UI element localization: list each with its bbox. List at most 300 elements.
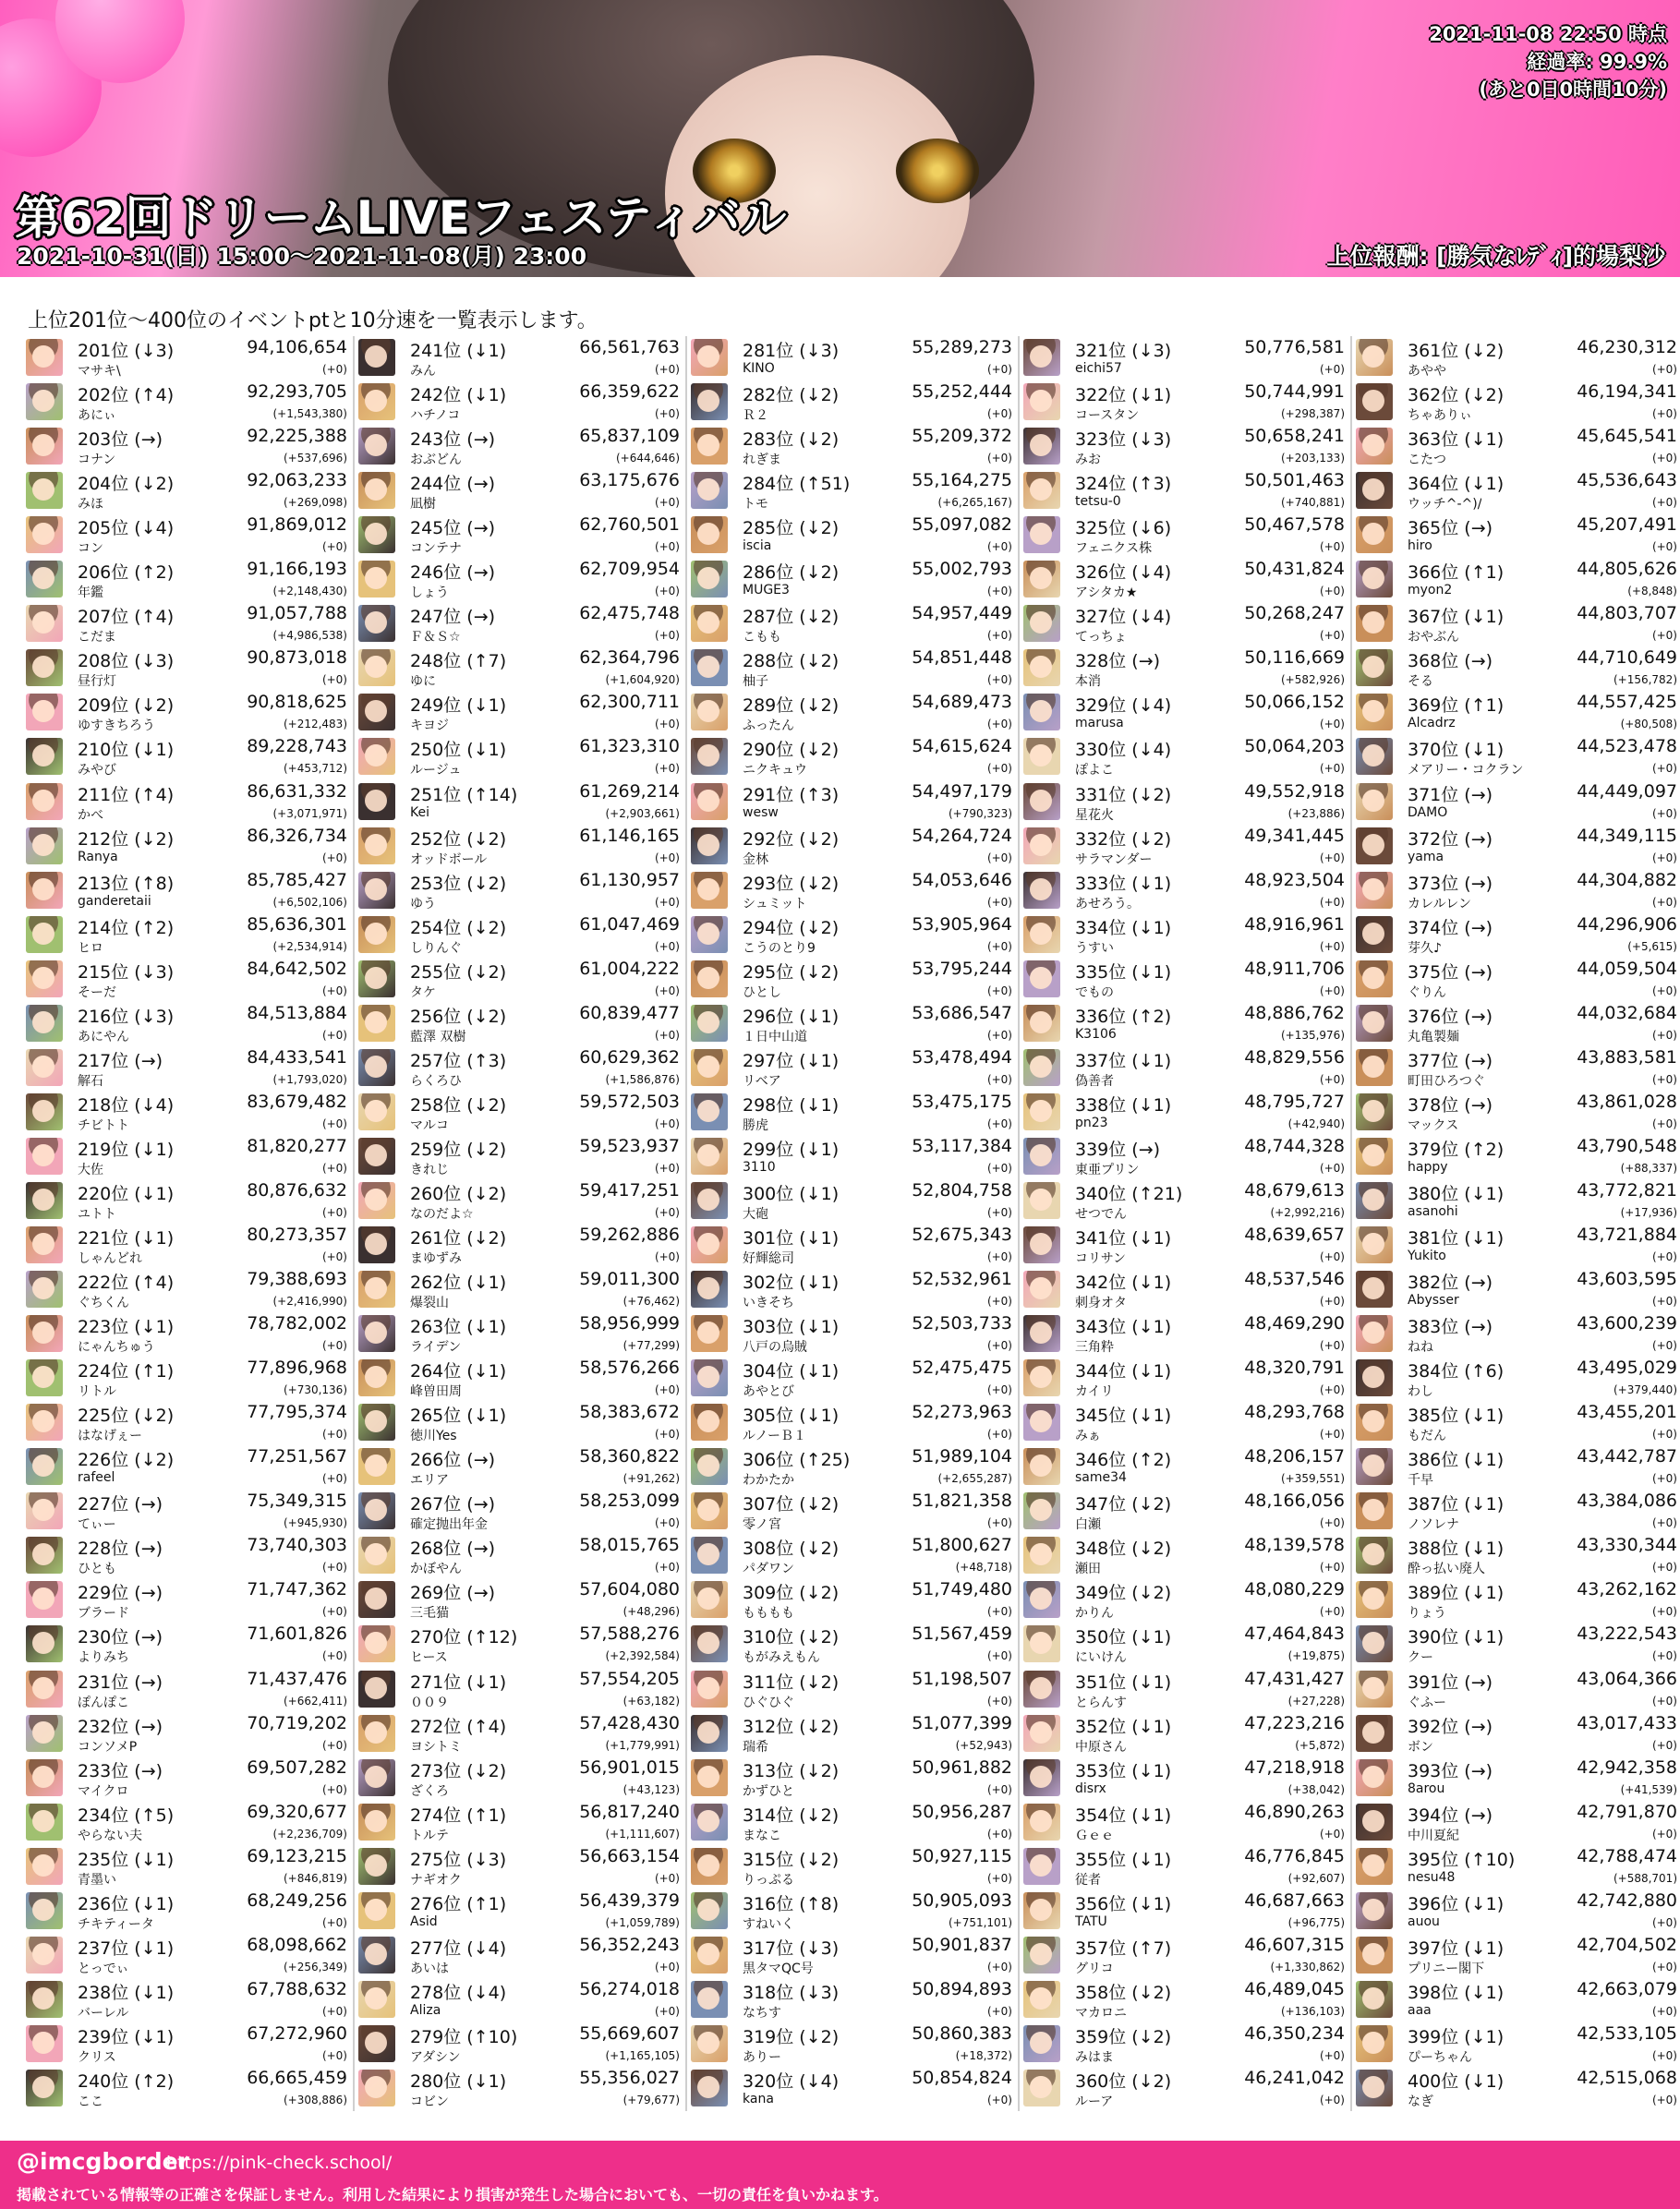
rank-label: 313位 (↓2) [743, 1760, 840, 1781]
ranking-row [358, 913, 683, 958]
player-name: asanohi [1408, 1203, 1458, 1219]
ten-minute-speed: (+0) [654, 1250, 680, 1263]
idol-avatar [26, 1359, 63, 1396]
ranking-column [1356, 336, 1680, 2111]
event-points: 43,455,201 [1577, 1402, 1677, 1423]
rank-label: 296位 (↓1) [743, 1006, 840, 1027]
idol-avatar [691, 872, 728, 909]
event-points: 50,854,824 [912, 2067, 1012, 2088]
ten-minute-speed: (+0) [1651, 851, 1677, 864]
player-name: エリア [410, 1473, 449, 1489]
rank-label: 374位 (→) [1408, 917, 1493, 938]
player-name: Ｆ＆Ｓ☆ [410, 630, 461, 646]
player-name: フェニクス株 [1075, 541, 1153, 557]
ten-minute-speed: (+1,586,876) [605, 1072, 680, 1086]
ranking-row [691, 1623, 1016, 1667]
rank-label: 230位 (→) [78, 1627, 163, 1648]
idol-avatar [1356, 1404, 1393, 1441]
ranking-row [26, 913, 351, 958]
ten-minute-speed: (+2,992,216) [1270, 1205, 1345, 1219]
player-name: iscia [743, 538, 772, 554]
ranking-row [1356, 1312, 1680, 1357]
event-points: 52,804,758 [912, 1179, 1012, 1201]
event-points: 77,896,968 [247, 1358, 347, 1379]
event-points: 94,106,654 [247, 337, 347, 357]
player-name: チビトト [78, 1117, 129, 1133]
event-points: 55,289,273 [912, 337, 1012, 357]
idol-avatar [358, 1804, 395, 1841]
ranking-row [691, 1978, 1016, 2022]
idol-avatar [358, 339, 395, 376]
event-points: 43,600,239 [1577, 1313, 1677, 1334]
ten-minute-speed: (+0) [1319, 2048, 1345, 2062]
ten-minute-speed: (+0) [986, 1516, 1012, 1530]
event-points: 47,223,216 [1244, 1712, 1345, 1733]
event-points: 42,533,105 [1577, 2022, 1677, 2044]
player-name: そる [1408, 674, 1433, 690]
player-name: マサキ\ [78, 364, 121, 379]
ranking-row [1356, 1445, 1680, 1490]
ten-minute-speed: (+730,136) [283, 1383, 347, 1397]
ranking-row [1356, 513, 1680, 558]
player-name: Yukito [1408, 1249, 1446, 1263]
player-name: キヨジ [410, 718, 449, 734]
ranking-row [691, 1224, 1016, 1268]
idol-avatar [26, 1492, 63, 1529]
idol-avatar [358, 1093, 395, 1130]
top-reward: 上位報酬: [勝気なﾚﾃﾞｨ]的場梨沙 [1326, 243, 1665, 270]
page-title: 第62回ドリームLIVEフェスティバル [15, 191, 787, 245]
rank-label: 210位 (↓1) [78, 740, 175, 761]
idol-avatar [26, 738, 63, 775]
ten-minute-speed: (+0) [1651, 1295, 1677, 1309]
player-name: ひとし [743, 984, 781, 1000]
rank-label: 364位 (↓1) [1408, 474, 1505, 495]
rank-label: 381位 (↓1) [1408, 1228, 1505, 1249]
ten-minute-speed: (+0) [1319, 1295, 1345, 1309]
ten-minute-speed: (+88,337) [1620, 1161, 1677, 1175]
idol-avatar [1356, 1537, 1393, 1574]
player-name: 8arou [1408, 1780, 1445, 1796]
rank-label: 387位 (↓1) [1408, 1494, 1505, 1515]
twitter-handle[interactable]: @imcgborder [17, 2148, 189, 2175]
rank-label: 339位 (→) [1075, 1139, 1161, 1160]
player-name: hiro [1408, 538, 1432, 554]
idol-avatar [358, 872, 395, 909]
event-points: 50,066,152 [1244, 692, 1345, 713]
player-name: あにやん [78, 1029, 129, 1044]
idol-avatar [1356, 1315, 1393, 1352]
idol-avatar [26, 1271, 63, 1308]
rank-label: 201位 (↓3) [78, 341, 175, 361]
rank-label: 376位 (→) [1408, 1006, 1493, 1027]
idol-avatar [358, 1625, 395, 1662]
event-points: 66,665,459 [247, 2067, 347, 2088]
idol-avatar [1356, 428, 1393, 465]
player-name: 好輝総司 [743, 1251, 794, 1266]
rank-label: 370位 (↓1) [1408, 740, 1505, 761]
idol-avatar [1023, 1404, 1060, 1441]
ten-minute-speed: (+5,872) [1295, 1738, 1345, 1752]
idol-avatar [1356, 1625, 1393, 1662]
ten-minute-speed: (+0) [1651, 2004, 1677, 2018]
player-name: 3110 [743, 1159, 776, 1175]
ten-minute-speed: (+0) [654, 496, 680, 510]
event-points: 56,274,018 [579, 1978, 680, 1999]
player-name: みはま [1075, 2049, 1114, 2065]
player-name: トモ [743, 497, 768, 513]
ten-minute-speed: (+0) [1651, 629, 1677, 643]
ranking-row [1023, 1357, 1348, 1401]
event-points: 50,956,287 [912, 1801, 1012, 1822]
ranking-row [1356, 646, 1680, 691]
event-points: 55,164,275 [912, 470, 1012, 491]
idol-avatar [26, 1892, 63, 1929]
event-points: 53,905,964 [912, 913, 1012, 935]
player-name: ボン [1408, 1739, 1433, 1755]
event-points: 54,053,646 [912, 869, 1012, 890]
event-points: 53,475,175 [912, 1091, 1012, 1112]
player-name: 偽善者 [1075, 1073, 1114, 1089]
rank-label: 348位 (↓2) [1075, 1539, 1172, 1560]
event-points: 91,869,012 [247, 514, 347, 536]
idol-avatar [1356, 1093, 1393, 1130]
rank-label: 326位 (↓4) [1075, 562, 1172, 584]
ranking-row [358, 2022, 683, 2067]
ranking-row [691, 1445, 1016, 1490]
event-points: 43,064,366 [1577, 1668, 1677, 1689]
ranking-row [1023, 425, 1348, 469]
event-points: 43,790,548 [1577, 1135, 1677, 1156]
ranking-row [691, 1002, 1016, 1046]
ten-minute-speed: (+0) [986, 585, 1012, 598]
ranking-row [1023, 1224, 1348, 1268]
rank-label: 264位 (↓1) [410, 1361, 507, 1382]
ranking-row [1356, 1490, 1680, 1534]
ranking-row [1023, 2067, 1348, 2111]
ranking-row [26, 1135, 351, 1179]
ten-minute-speed: (+0) [986, 984, 1012, 997]
rank-label: 335位 (↓1) [1075, 961, 1172, 983]
idol-avatar [358, 827, 395, 864]
ten-minute-speed: (+740,881) [1280, 496, 1345, 510]
ten-minute-speed: (+269,098) [283, 496, 347, 510]
site-link[interactable]: https://pink-check.school/ [166, 2153, 393, 2173]
ten-minute-speed: (+0) [1319, 2093, 1345, 2106]
event-points: 48,206,157 [1244, 1446, 1345, 1467]
player-name: 三角粋 [1075, 1340, 1114, 1356]
ten-minute-speed: (+0) [1651, 1960, 1677, 1974]
rank-label: 220位 (↓1) [78, 1183, 175, 1204]
rank-label: 357位 (↑7) [1075, 1937, 1172, 1959]
ten-minute-speed: (+0) [654, 939, 680, 953]
ranking-row [26, 1091, 351, 1135]
player-name: すねいく [743, 1916, 794, 1932]
event-points: 51,077,399 [912, 1712, 1012, 1733]
player-name: 三毛猫 [410, 1606, 449, 1622]
ten-minute-speed: (+0) [321, 1782, 347, 1796]
ranking-row [26, 1002, 351, 1046]
event-points: 71,437,476 [247, 1668, 347, 1689]
idol-avatar [691, 1937, 728, 1974]
ranking-row [691, 1046, 1016, 1091]
ranking-row [358, 646, 683, 691]
rank-label: 279位 (↑10) [410, 2026, 518, 2047]
ten-minute-speed: (+0) [1651, 1649, 1677, 1663]
event-points: 78,782,002 [247, 1313, 347, 1334]
ten-minute-speed: (+0) [1651, 1250, 1677, 1263]
player-name: アダシン [410, 2049, 461, 2065]
idol-avatar [1023, 2070, 1060, 2106]
event-points: 50,658,241 [1244, 426, 1345, 447]
player-name: 確定抛出年金 [410, 1517, 488, 1533]
ranking-row [1356, 825, 1680, 869]
ten-minute-speed: (+3,071,971) [272, 806, 347, 820]
ten-minute-speed: (+0) [321, 1117, 347, 1130]
ten-minute-speed: (+0) [654, 718, 680, 731]
rank-label: 396位 (↓1) [1408, 1893, 1505, 1914]
player-name: ルノーＢ１ [743, 1429, 807, 1444]
ranking-row [691, 1179, 1016, 1224]
idol-avatar [1023, 1848, 1060, 1885]
ranking-row [1023, 1756, 1348, 1801]
rank-label: 214位 (↑2) [78, 917, 175, 938]
event-points: 50,905,093 [912, 1889, 1012, 1911]
ranking-row [358, 425, 683, 469]
player-name: コースタン [1075, 408, 1140, 424]
idol-avatar [1356, 1182, 1393, 1219]
event-points: 62,709,954 [579, 559, 680, 580]
ten-minute-speed: (+0) [654, 1960, 680, 1974]
idol-avatar [26, 1182, 63, 1219]
event-points: 59,523,937 [579, 1135, 680, 1156]
rank-label: 266位 (→) [410, 1450, 496, 1471]
idol-avatar [1356, 1271, 1393, 1308]
ranking-row [691, 1845, 1016, 1889]
ten-minute-speed: (+23,886) [1287, 806, 1345, 820]
ranking-row [1023, 558, 1348, 602]
event-points: 85,636,301 [247, 913, 347, 935]
rank-label: 267位 (→) [410, 1494, 496, 1515]
rank-label: 334位 (↓1) [1075, 917, 1172, 938]
rank-label: 238位 (↓1) [78, 1982, 175, 2003]
ten-minute-speed: (+17,936) [1620, 1205, 1677, 1219]
idol-avatar [26, 872, 63, 909]
player-name: ルージュ [410, 763, 462, 779]
idol-avatar [358, 1138, 395, 1175]
idol-avatar [691, 1892, 728, 1929]
event-points: 58,015,765 [579, 1535, 680, 1556]
player-name: カイリ [1075, 1384, 1114, 1400]
player-name: みん [410, 364, 436, 379]
idol-avatar [1356, 1981, 1393, 2018]
ten-minute-speed: (+0) [986, 1028, 1012, 1042]
ten-minute-speed: (+1,604,920) [605, 673, 680, 687]
event-points: 59,011,300 [579, 1269, 680, 1290]
player-name: aaa [1408, 2002, 1432, 2018]
idol-avatar [1023, 1981, 1060, 2018]
ten-minute-speed: (+644,646) [615, 452, 680, 465]
rank-label: 354位 (↓1) [1075, 1805, 1172, 1826]
ranking-row [691, 2022, 1016, 2067]
event-points: 55,669,607 [579, 2022, 680, 2044]
rank-label: 321位 (↓3) [1075, 341, 1172, 361]
rank-label: 290位 (↓2) [743, 740, 840, 761]
player-name: ねね [1408, 1340, 1433, 1356]
idol-avatar [358, 1537, 395, 1574]
ranking-row [1356, 1091, 1680, 1135]
player-name: ひぐひぐ [743, 1695, 794, 1710]
idol-avatar [1356, 1049, 1393, 1086]
event-points: 69,320,677 [247, 1801, 347, 1822]
player-name: リトル [78, 1384, 116, 1400]
player-name: Aliza [410, 2002, 441, 2018]
ranking-row [1023, 1312, 1348, 1357]
ten-minute-speed: (+0) [321, 673, 347, 687]
event-points: 50,467,578 [1244, 514, 1345, 536]
event-points: 42,704,502 [1577, 1934, 1677, 1955]
idol-avatar [358, 1315, 395, 1352]
event-points: 48,469,290 [1244, 1313, 1345, 1334]
idol-avatar [26, 783, 63, 820]
rank-label: 377位 (→) [1408, 1050, 1493, 1071]
ranking-row [691, 380, 1016, 425]
ranking-row [1356, 1934, 1680, 1978]
event-points: 58,253,099 [579, 1491, 680, 1512]
idol-avatar [691, 1625, 728, 1662]
event-points: 43,721,884 [1577, 1225, 1677, 1245]
ten-minute-speed: (+0) [986, 1871, 1012, 1885]
idol-avatar [691, 1049, 728, 1086]
idol-avatar [1356, 605, 1393, 642]
rank-label: 260位 (↓2) [410, 1183, 507, 1204]
event-points: 54,615,624 [912, 736, 1012, 757]
rank-label: 271位 (↓1) [410, 1672, 507, 1693]
rank-label: 304位 (↓1) [743, 1361, 840, 1382]
ranking-row [691, 958, 1016, 1002]
ten-minute-speed: (+588,701) [1613, 1871, 1677, 1885]
ranking-row [691, 913, 1016, 958]
idol-avatar [1356, 339, 1393, 376]
player-name: disrx [1075, 1780, 1106, 1796]
ten-minute-speed: (+0) [1319, 1383, 1345, 1397]
ranking-row [1356, 1046, 1680, 1091]
idol-avatar [1356, 2070, 1393, 2106]
ranking-row [1023, 869, 1348, 913]
ten-minute-speed: (+256,349) [283, 1960, 347, 1974]
ten-minute-speed: (+0) [654, 585, 680, 598]
player-name: ゆすきちろう [78, 718, 155, 734]
event-points: 44,710,649 [1577, 647, 1677, 669]
player-name: Ｒ２ [743, 408, 768, 424]
rank-label: 390位 (↓1) [1408, 1627, 1505, 1648]
event-points: 68,249,256 [247, 1889, 347, 1911]
ten-minute-speed: (+0) [1319, 1827, 1345, 1841]
ranking-row [1356, 1712, 1680, 1756]
player-name: かぼやん [410, 1562, 462, 1577]
idol-avatar [691, 738, 728, 775]
ten-minute-speed: (+0) [321, 1472, 347, 1486]
event-points: 46,230,312 [1577, 337, 1677, 357]
event-points: 48,139,578 [1244, 1535, 1345, 1556]
ten-minute-speed: (+2,236,709) [272, 1827, 347, 1841]
event-points: 43,262,162 [1577, 1579, 1677, 1600]
rank-label: 346位 (↑2) [1075, 1450, 1172, 1471]
rank-label: 386位 (↓1) [1408, 1450, 1505, 1471]
ranking-row [1356, 1135, 1680, 1179]
player-name: 解石 [78, 1073, 103, 1089]
rank-label: 389位 (↓1) [1408, 1583, 1505, 1604]
idol-avatar [26, 1138, 63, 1175]
event-points: 59,262,886 [579, 1225, 680, 1245]
event-points: 77,251,567 [247, 1446, 347, 1467]
ten-minute-speed: (+0) [1651, 984, 1677, 997]
event-points: 56,663,154 [579, 1845, 680, 1866]
rank-label: 361位 (↓2) [1408, 341, 1505, 361]
event-points: 53,117,384 [912, 1135, 1012, 1156]
player-name: みぁ [1075, 1429, 1101, 1444]
idol-avatar [1023, 1892, 1060, 1929]
event-points: 90,818,625 [247, 692, 347, 713]
ten-minute-speed: (+0) [986, 895, 1012, 909]
ranking-row [358, 1445, 683, 1490]
player-name: らくろひ [410, 1073, 462, 1089]
rank-label: 226位 (↓2) [78, 1450, 175, 1471]
ten-minute-speed: (+0) [1651, 2093, 1677, 2106]
event-points: 50,927,115 [912, 1845, 1012, 1866]
rank-label: 280位 (↓1) [410, 2070, 507, 2092]
event-points: 46,776,845 [1244, 1845, 1345, 1866]
ranking-row [358, 1845, 683, 1889]
rank-label: 282位 (↓2) [743, 385, 840, 406]
player-name: 藍澤 双樹 [410, 1029, 466, 1044]
ranking-row [1356, 780, 1680, 825]
rank-label: 392位 (→) [1408, 1716, 1493, 1737]
rank-label: 254位 (↓2) [410, 917, 507, 938]
ranking-row [26, 1224, 351, 1268]
ten-minute-speed: (+0) [986, 1605, 1012, 1619]
event-points: 62,760,501 [579, 514, 680, 536]
intro-text: 上位201位～400位のイベントptと10分速を一覧表示します。 [28, 309, 598, 332]
idol-avatar [358, 561, 395, 598]
rank-label: 261位 (↓2) [410, 1228, 507, 1249]
ranking-row [26, 1934, 351, 1978]
ranking-row [358, 1889, 683, 1934]
ten-minute-speed: (+453,712) [283, 762, 347, 776]
ten-minute-speed: (+0) [986, 2093, 1012, 2106]
ranking-row [691, 735, 1016, 779]
player-name: MUGE3 [743, 583, 790, 598]
event-points: 91,166,193 [247, 559, 347, 580]
idol-avatar [691, 1759, 728, 1796]
ten-minute-speed: (+0) [321, 540, 347, 554]
ranking-row [358, 1224, 683, 1268]
ranking-row [691, 425, 1016, 469]
event-points: 50,501,463 [1244, 470, 1345, 491]
ten-minute-speed: (+0) [654, 1383, 680, 1397]
ranking-row [358, 1091, 683, 1135]
event-points: 56,817,240 [579, 1801, 680, 1822]
idol-avatar [358, 1937, 395, 1974]
event-points: 69,507,282 [247, 1756, 347, 1778]
ten-minute-speed: (+0) [986, 629, 1012, 643]
player-name: 瑞希 [743, 1739, 768, 1755]
event-points: 50,961,882 [912, 1756, 1012, 1778]
player-name: りょう [1408, 1606, 1446, 1622]
idol-avatar [26, 960, 63, 997]
idol-avatar [1023, 2025, 1060, 2062]
idol-avatar [691, 1448, 728, 1485]
